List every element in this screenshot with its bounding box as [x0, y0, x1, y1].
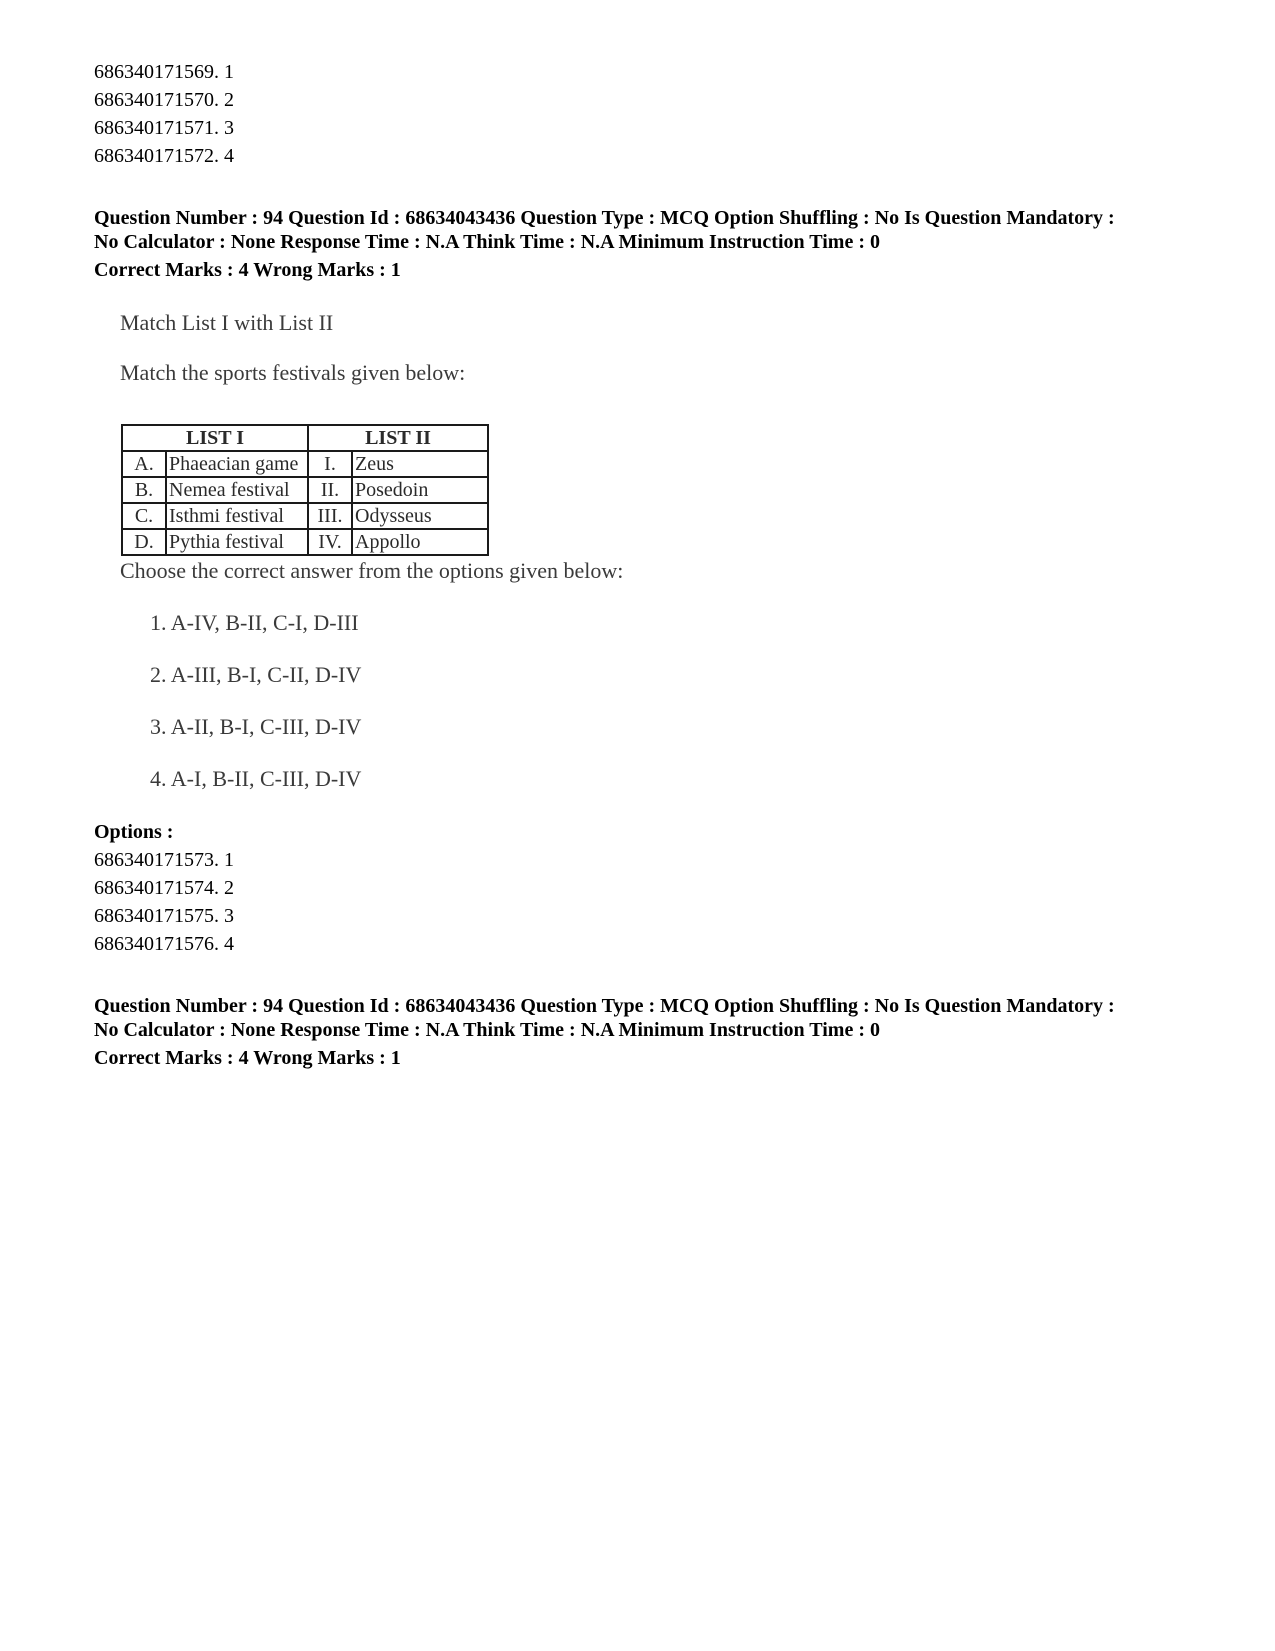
option-line: 686340171569. 1 — [94, 61, 234, 83]
question-header-line2: No Calculator : None Response Time : N.A Think Time : N.A Minimum Instruction Time : 0 — [94, 1019, 880, 1041]
option-line: 686340171576. 4 — [94, 933, 234, 955]
list-one-key: B. — [122, 477, 166, 503]
option-line: 686340171571. 3 — [94, 117, 234, 139]
list-one-key: A. — [122, 451, 166, 477]
choose-instruction: Choose the correct answer from the options given below: — [120, 558, 624, 583]
list-one-value: Pythia festival — [166, 529, 308, 555]
list-two-key: II. — [308, 477, 352, 503]
list-two-key: I. — [308, 451, 352, 477]
question-header-line2: No Calculator : None Response Time : N.A Think Time : N.A Minimum Instruction Time : 0 — [94, 231, 880, 253]
answer-choice: 3. A-II, B-I, C-III, D-IV — [150, 714, 362, 739]
match-table-header — [122, 425, 488, 451]
answer-choice: 4. A-I, B-II, C-III, D-IV — [150, 766, 362, 791]
option-line: 686340171574. 2 — [94, 877, 234, 899]
list-two-key: IV. — [308, 529, 352, 555]
table-row — [122, 451, 488, 477]
question-subtitle: Match the sports festivals given below: — [120, 360, 466, 385]
list-two-value: Posedoin — [352, 477, 488, 503]
option-line: 686340171573. 1 — [94, 849, 234, 871]
list-two-value: Odysseus — [352, 503, 488, 529]
option-line: 686340171575. 3 — [94, 905, 234, 927]
list-two-value: Appollo — [352, 529, 488, 555]
table-row — [122, 503, 488, 529]
question-header-line1: Question Number : 94 Question Id : 68634043436 Question Type : MCQ Option Shuffling : No Is Question Mandatory : — [94, 207, 1115, 229]
list-one-header: LIST I — [122, 425, 308, 451]
table-row — [122, 477, 488, 503]
question-marks: Correct Marks : 4 Wrong Marks : 1 — [94, 259, 401, 281]
option-line: 686340171570. 2 — [94, 89, 234, 111]
list-one-value: Nemea festival — [166, 477, 308, 503]
list-one-key: D. — [122, 529, 166, 555]
answer-choice: 1. A-IV, B-II, C-I, D-III — [150, 610, 359, 635]
answer-choice: 2. A-III, B-I, C-II, D-IV — [150, 662, 362, 687]
list-one-value: Phaeacian game — [166, 451, 308, 477]
list-one-value: Isthmi festival — [166, 503, 308, 529]
options-label: Options : — [94, 821, 174, 843]
table-row — [122, 529, 488, 555]
question-header-line1: Question Number : 94 Question Id : 68634043436 Question Type : MCQ Option Shuffling : No Is Question Mandatory : — [94, 995, 1115, 1017]
question-marks: Correct Marks : 4 Wrong Marks : 1 — [94, 1047, 401, 1069]
list-two-value: Zeus — [352, 451, 488, 477]
question-body — [94, 310, 714, 840]
option-line: 686340171572. 4 — [94, 145, 234, 167]
match-table — [121, 424, 489, 556]
question-instruction: Match List I with List II — [120, 310, 334, 335]
list-two-header: LIST II — [308, 425, 488, 451]
list-two-key: III. — [308, 503, 352, 529]
list-one-key: C. — [122, 503, 166, 529]
